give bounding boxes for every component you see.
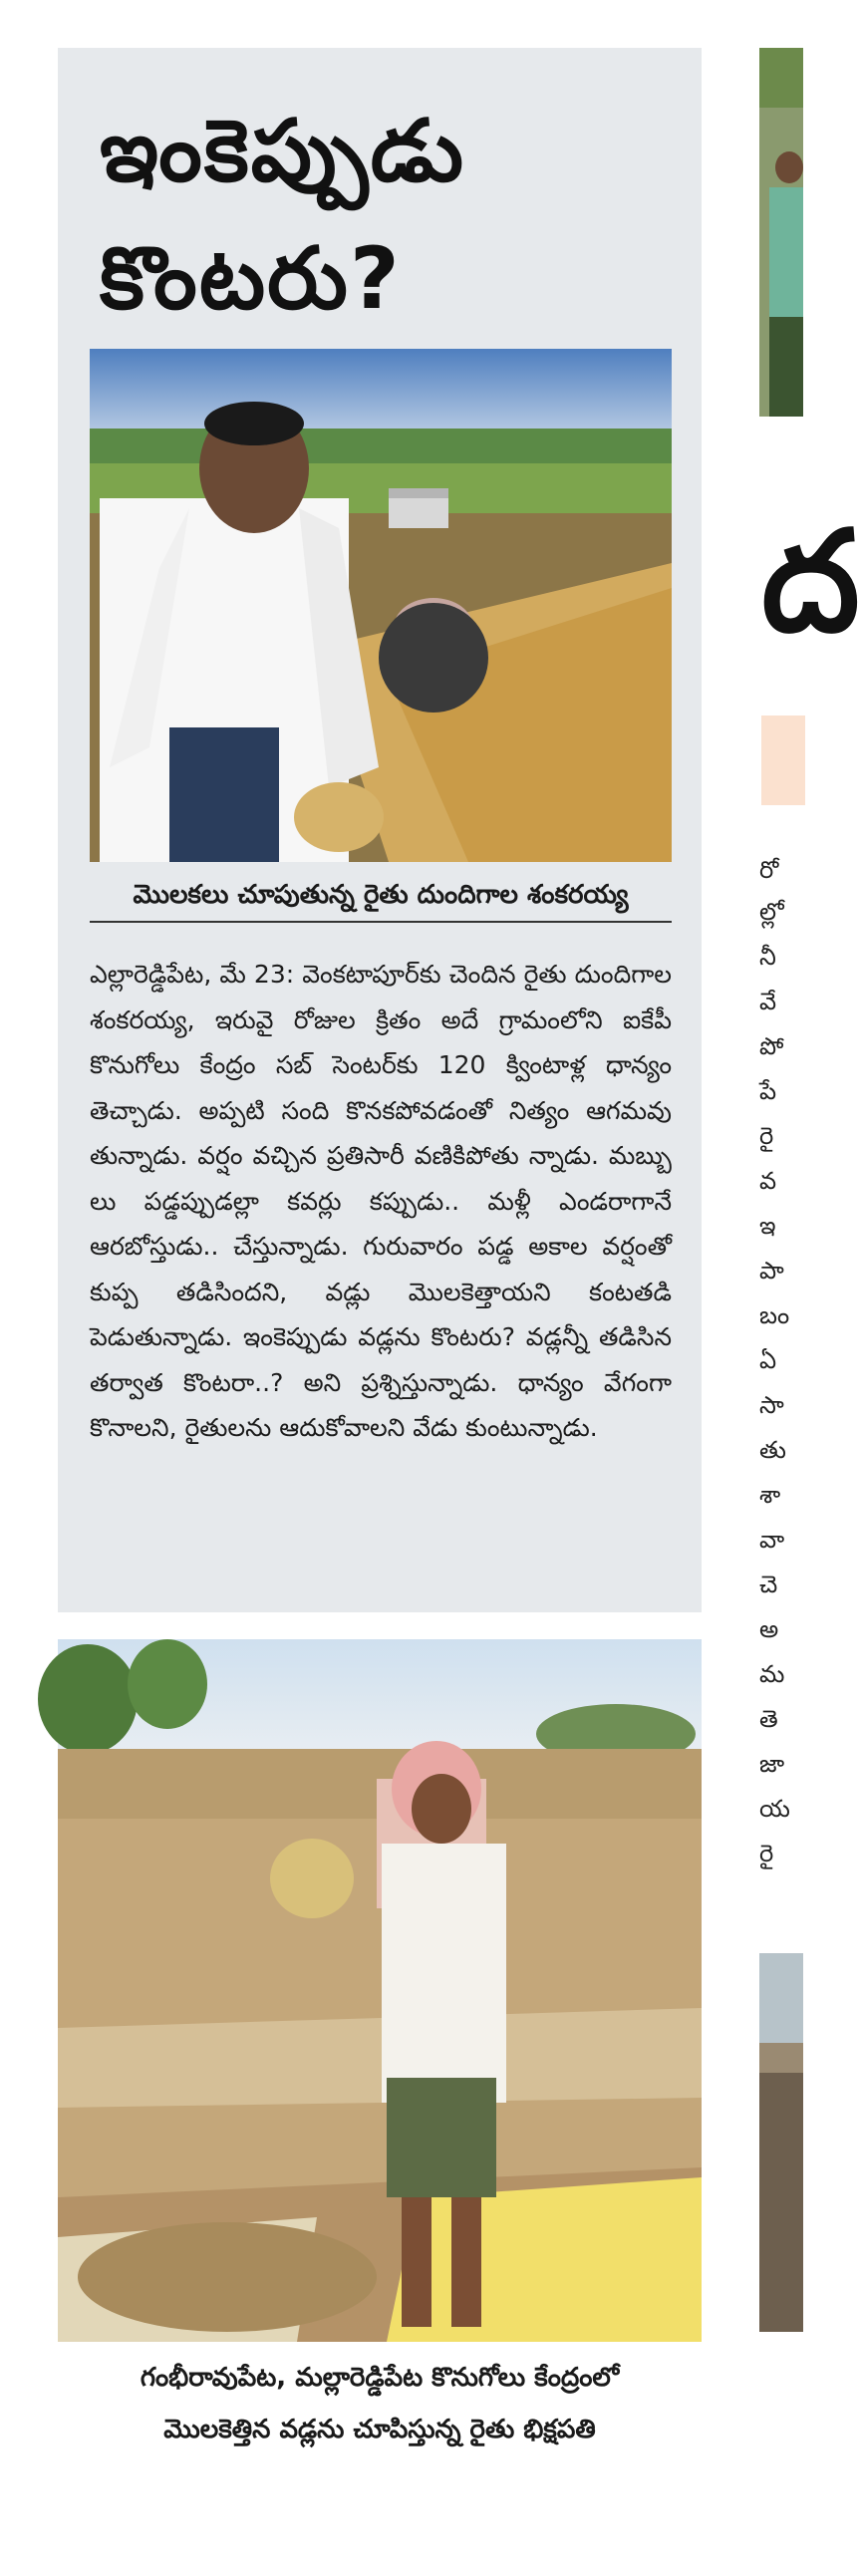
adjacent-text-line: తు bbox=[759, 1436, 786, 1464]
adjacent-text-line: వా bbox=[759, 1526, 785, 1554]
adjacent-text-line: రై bbox=[759, 1840, 774, 1867]
adjacent-text-line: సా bbox=[759, 1391, 784, 1419]
photo-caption-1: మొలకలు చూపుతున్న రైతు దుందిగాల శంకరయ్య bbox=[90, 875, 672, 923]
adjacent-text-line: రై bbox=[759, 1122, 774, 1150]
adjacent-text-line: వ bbox=[759, 1167, 777, 1195]
adjacent-text-line: ల్లో bbox=[759, 898, 784, 926]
adjacent-text-line: శా bbox=[759, 1481, 781, 1509]
adjacent-text-line: నీ bbox=[759, 943, 776, 971]
adjacent-article-fragment bbox=[753, 0, 860, 2576]
adjacent-text-line: ఇ bbox=[759, 1212, 776, 1240]
farmer-photo-shankaraiah bbox=[90, 349, 672, 862]
adjacent-text-line: తె bbox=[759, 1705, 778, 1733]
adjacent-text-line: మ bbox=[759, 1660, 785, 1688]
adjacent-photo-top bbox=[759, 48, 803, 417]
adjacent-text-line: ఏ bbox=[759, 1346, 777, 1374]
adjacent-text-line: బం bbox=[759, 1301, 790, 1329]
adjacent-highlight-box bbox=[761, 716, 805, 805]
headline: ఇంకెప్పుడు కొంటరు? bbox=[100, 102, 465, 329]
adjacent-text-line: పే bbox=[759, 1077, 777, 1105]
photo-caption-2: గంభీరావుపేట, మల్లారెడ్డిపేట కొనుగోలు కేంద్రంలో మొలకెత్తిన వడ్లను చూపిస్తున్న రైతు భిక్షపతి bbox=[140, 2363, 620, 2444]
adjacent-text-line: పో bbox=[759, 1032, 784, 1060]
adjacent-text-line: రో bbox=[759, 856, 779, 884]
article-body: ఎల్లారెడ్డిపేట, మే 23: వెంకటాపూర్‌కు చెందిన రైతు దుందిగాల శంకరయ్య, ఇరువై రోజుల క్రితం అదే గ్రామంలోని ఐకేపీ కొనుగోలు కేంద్రం సబ్ సెంటర్‌కు 120 క్వింటాళ్ల ధాన్యం తెచ్చాడు. అప్పటి సంది కొనకపోవడంతో నిత్యం ఆగమవు తున్నాడు. వర్షం వచ్చిన ప్రతిసారీ వణికిపోతు న్నాడు. మబ్బు లు పడ్డప్పుడల్లా కవర్లు కప్పుడు.. మళ్లీ ఎండరాగానే ఆరబోస్తుడు.. చేస్తున్నాడు. గురువారం పడ్డ అకాల వర్షంతో కుప్ప తడిసిందని, వడ్లు మొలకెత్తాయని కంటతడి పెడుతున్నాడు. ఇంకెప్పుడు వడ్లను కొంటరు? వడ్లన్నీ తడిసిన తర్వాత కొంటరా..? అని ప్రశ్నిస్తున్నాడు. ధాన్యం వేగంగా కొనాలని, రైతులను ఆదుకోవాలని వేడు కుంటున్నాడు. bbox=[90, 960, 672, 1442]
adjacent-text-line: అ bbox=[759, 1615, 779, 1643]
adjacent-headline-glyph: ద bbox=[761, 501, 860, 664]
adjacent-text-line: య bbox=[759, 1795, 790, 1823]
adjacent-text-line: పా bbox=[759, 1257, 784, 1285]
adjacent-photo-bottom bbox=[759, 1953, 803, 2332]
adjacent-text-line: చె bbox=[759, 1571, 778, 1598]
farmer-photo-bhikshapathi bbox=[58, 1639, 702, 2342]
adjacent-text-line: వే bbox=[759, 988, 777, 1015]
adjacent-text-line: జా bbox=[759, 1750, 785, 1778]
